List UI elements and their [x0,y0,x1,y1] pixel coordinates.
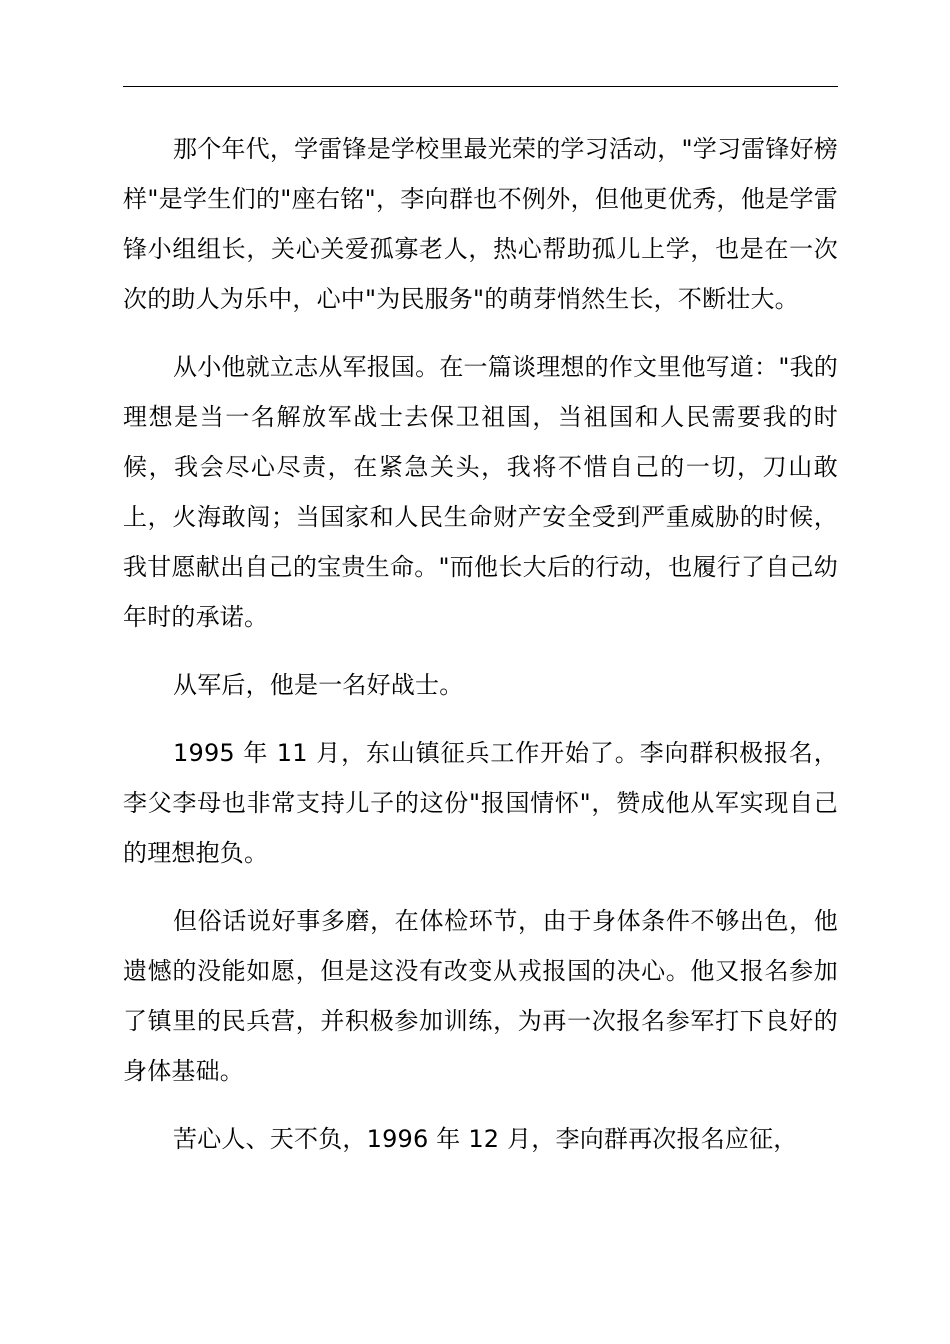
document-body [123,124,838,1182]
paragraph-4: 1995 年 11 月，东山镇征兵工作开始了。李向群积极报名，李父李母也非常支持儿子的这份"报国情怀"，赞成他从军实现自己的理想抱负。 [123,739,838,867]
paragraph-3: 从军后，他是一名好战士。 [173,671,464,699]
paragraph-2: 从小他就立志从军报国。在一篇谈理想的作文里他写道："我的理想是当一名解放军战士去保卫祖国，当祖国和人民需要我的时候，我会尽心尽责，在紧急关头，我将不惜自己的一切，刀山敢上，火海敢闯；当国家和人民生命财产安全受到严重威胁的时候，我甘愿献出自己的宝贵生命。"而他长大后的行动，也履行了自己幼年时的承诺。 [123,353,838,631]
paragraph-6: 苦心人、天不负，1996 年 12 月，李向群再次报名应征， [173,1125,798,1153]
header-rule [123,86,838,87]
paragraph-5: 但俗话说好事多磨，在体检环节，由于身体条件不够出色，他遗憾的没能如愿，但是这没有改变从戎报国的决心。他又报名参加了镇里的民兵营，并积极参加训练，为再一次报名参军打下良好的身体基础。 [123,907,838,1085]
paragraph-1: 那个年代，学雷锋是学校里最光荣的学习活动，"学习雷锋好榜样"是学生们的"座右铭"，李向群也不例外，但他更优秀，他是学雷锋小组组长，关心关爱孤寡老人，热心帮助孤儿上学，也是在一次次的助人为乐中，心中"为民服务"的萌芽悄然生长，不断壮大。 [123,135,838,313]
